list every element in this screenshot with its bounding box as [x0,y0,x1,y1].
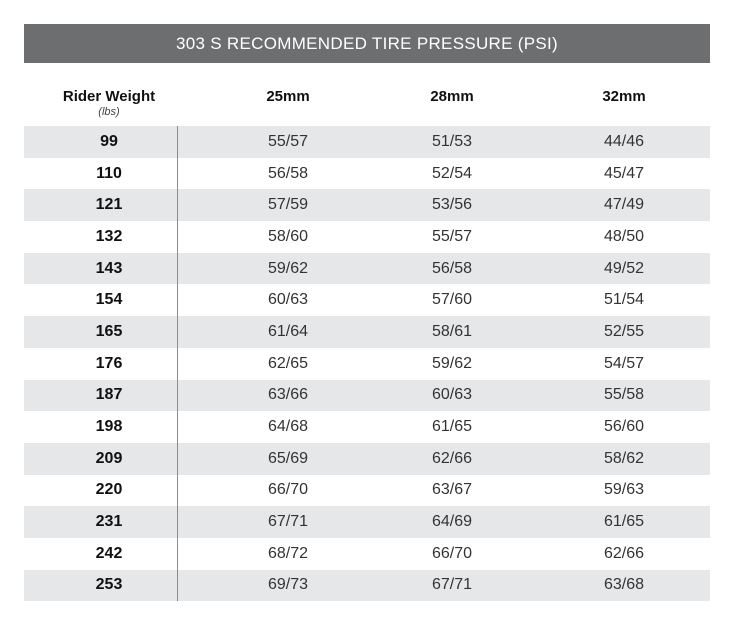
rider-weight-label: Rider Weight [62,88,156,105]
rider-weight-cell: 143 [95,259,123,277]
table-row [24,348,710,380]
pressure-32mm-cell: 47/49 [603,196,645,214]
table-row [24,411,710,443]
pressure-32mm-cell: 48/50 [603,227,645,245]
column-header-28mm: 28mm [430,88,474,105]
table-title: 303 S RECOMMENDED TIRE PRESSURE (PSI) [24,24,710,63]
table-row [24,380,710,412]
column-header-32mm: 32mm [602,88,646,105]
pressure-32mm-cell: 63/68 [603,576,645,594]
pressure-32mm-cell: 61/65 [603,513,645,531]
pressure-25mm-cell: 55/57 [267,132,309,150]
pressure-25mm-cell: 69/73 [267,576,309,594]
pressure-28mm-cell: 55/57 [431,227,473,245]
pressure-28mm-cell: 63/67 [431,481,473,499]
pressure-25mm-cell: 58/60 [267,227,309,245]
pressure-32mm-cell: 58/62 [603,449,645,467]
pressure-32mm-cell: 51/54 [603,291,645,309]
rider-weight-cell: 187 [95,386,123,404]
pressure-32mm-cell: 54/57 [603,354,645,372]
rider-weight-cell: 132 [95,227,123,245]
rider-weight-cell: 198 [95,418,123,436]
pressure-32mm-cell: 44/46 [603,132,645,150]
pressure-32mm-cell: 56/60 [603,418,645,436]
table-row [24,538,710,570]
table-row [24,506,710,538]
rider-weight-cell: 165 [95,322,123,340]
pressure-25mm-cell: 66/70 [267,481,309,499]
table-row [24,158,710,190]
pressure-32mm-cell: 45/47 [603,164,645,182]
pressure-25mm-cell: 62/65 [267,354,309,372]
pressure-32mm-cell: 55/58 [603,386,645,404]
pressure-28mm-cell: 53/56 [431,196,473,214]
rider-weight-cell: 154 [95,291,123,309]
rider-weight-cell: 176 [95,354,123,372]
table-row [24,570,710,602]
table-row [24,126,710,158]
pressure-28mm-cell: 56/58 [431,259,473,277]
table-row [24,221,710,253]
pressure-32mm-cell: 62/66 [603,544,645,562]
pressure-32mm-cell: 49/52 [603,259,645,277]
pressure-25mm-cell: 67/71 [267,513,309,531]
rider-weight-cell: 110 [96,164,122,182]
table-row [24,443,710,475]
pressure-28mm-cell: 59/62 [431,354,473,372]
rider-weight-cell: 242 [95,544,123,562]
pressure-25mm-cell: 59/62 [267,259,309,277]
rider-weight-cell: 209 [95,449,123,467]
pressure-25mm-cell: 57/59 [267,196,309,214]
pressure-25mm-cell: 68/72 [267,544,309,562]
pressure-25mm-cell: 63/66 [267,386,309,404]
pressure-28mm-cell: 51/53 [431,132,473,150]
pressure-25mm-cell: 61/64 [267,322,309,340]
rider-weight-header [24,88,194,118]
rider-weight-cell: 220 [95,481,123,499]
table-header [24,88,710,124]
pressure-25mm-cell: 60/63 [267,291,309,309]
pressure-28mm-cell: 62/66 [431,449,473,467]
pressure-25mm-cell: 65/69 [267,449,309,467]
pressure-28mm-cell: 64/69 [431,513,473,531]
pressure-32mm-cell: 52/55 [603,322,645,340]
pressure-28mm-cell: 52/54 [431,164,473,182]
rider-weight-cell: 121 [95,196,123,214]
pressure-28mm-cell: 57/60 [431,291,473,309]
table-row [24,284,710,316]
rider-weight-cell: 99 [100,132,118,150]
table-row [24,475,710,507]
rider-weight-cell: 253 [95,576,123,594]
table-row [24,253,710,285]
column-divider [177,126,178,601]
pressure-25mm-cell: 64/68 [267,418,309,436]
table-row [24,316,710,348]
pressure-28mm-cell: 61/65 [431,418,473,436]
table-row [24,189,710,221]
pressure-32mm-cell: 59/63 [603,481,645,499]
column-header-25mm: 25mm [266,88,310,105]
pressure-28mm-cell: 60/63 [431,386,473,404]
pressure-table [24,126,710,601]
pressure-28mm-cell: 58/61 [431,322,473,340]
pressure-28mm-cell: 67/71 [431,576,473,594]
rider-weight-unit: (lbs) [98,106,120,118]
pressure-25mm-cell: 56/58 [267,164,309,182]
rider-weight-cell: 231 [95,513,123,531]
pressure-28mm-cell: 66/70 [431,544,473,562]
